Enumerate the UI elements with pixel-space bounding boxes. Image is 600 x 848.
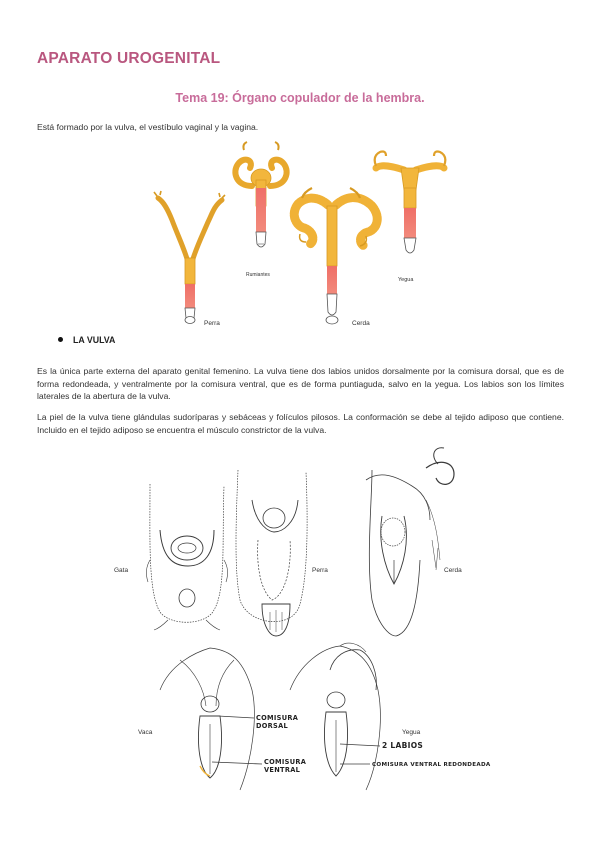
intro-paragraph: Está formado por la vulva, el vestíbulo vaginal y la vagina. [37,122,259,132]
vulva-paragraph-1: Es la única parte externa del aparato genital femenino. La vulva tiene dos labios unidos dorsalmente por la comisura dorsal, que es de forma redondeada, y ventralmente por la comisura ventral, que es de forma puntiaguda, salvo en la yegua. Los labios son los límites laterales de la abertura de la vulva. [37,366,564,402]
bullet-dot [58,337,63,342]
tract-diagram-yegua [375,152,446,254]
tract-label-perra: Perra [204,320,220,327]
page-title: APARATO UROGENITAL [37,50,221,67]
tract-diagram-cerda [294,188,377,324]
tract-diagram-rumiantes [235,142,286,247]
annotation-line-dorsal [218,716,254,718]
section-heading-text: LA VULVA [73,335,116,345]
annotation-comisura-ventral: COMISURA VENTRAL [264,758,307,774]
vulva-figure [146,448,454,790]
annotation-comisura-ventral-redondeada: COMISURA VENTRAL REDONDEADA [372,762,491,768]
vulva-sketch-perra [236,470,307,636]
vulva-label-vaca: Vaca [138,729,153,736]
vulva-label-perra: Perra [312,567,328,574]
vulva-label-cerda: Cerda [444,567,462,574]
annotation-2-labios: 2 LABIOS [382,741,424,750]
vulva-sketch-gata [146,484,227,630]
vulva-sketch-vaca [160,648,254,790]
annotation-line-ventral [212,762,262,764]
tract-label-cerda: Cerda [352,320,370,327]
tract-label-rumiantes: Rumiantes [246,272,270,278]
tract-label-yegua: Yegua [398,277,414,283]
topic-subtitle: Tema 19: Órgano copulador de la hembra. [175,91,425,105]
annotation-line-labios [340,744,380,746]
vulva-label-gata: Gata [114,567,129,574]
tract-diagram-perra [154,191,225,324]
annotation-comisura-dorsal: COMISURA DORSAL [256,714,299,730]
vulva-paragraph-2: La piel de la vulva tiene glándulas sudoríparas y sebáceas y folículos pilosos. La conformación se debe al tejido adiposo que contiene. Incluido en el tejido adiposo se encuentra el músculo constrictor de la vulva. [37,412,564,435]
vulva-sketch-cerda [366,448,454,636]
vulva-label-yegua: Yegua [402,729,421,736]
section-heading-vulva [58,335,115,345]
